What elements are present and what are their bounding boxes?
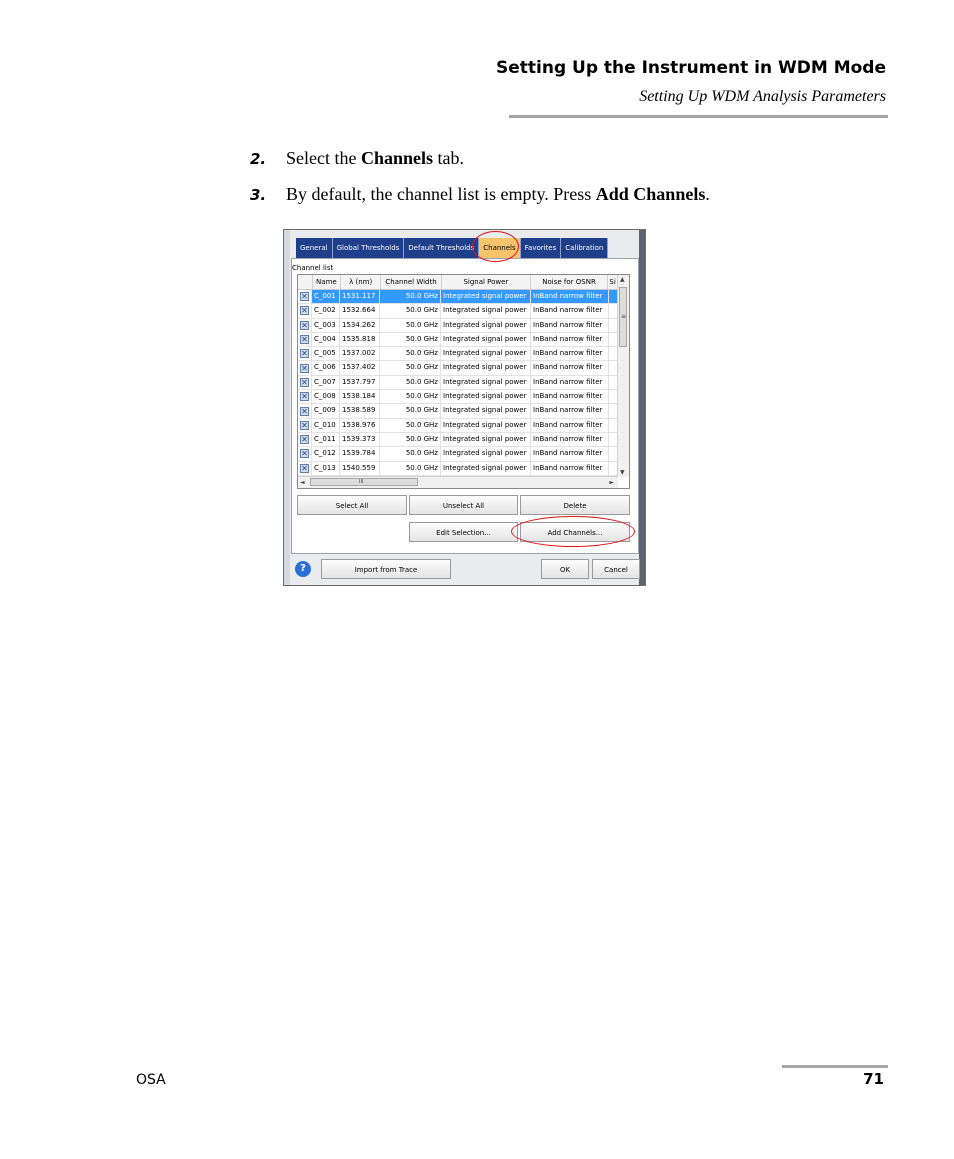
column-header-name[interactable]: Name (313, 275, 341, 289)
cell-wavelength: 1538.976 (340, 419, 380, 432)
close-icon[interactable]: ✕ (301, 435, 308, 445)
header-subtitle: Setting Up WDM Analysis Parameters (639, 88, 886, 105)
cell-signal-power: Integrated signal power (441, 304, 531, 317)
scroll-right-icon[interactable]: ► (609, 479, 614, 486)
table-row[interactable] (298, 376, 618, 390)
close-icon[interactable]: ✕ (301, 320, 308, 330)
cell-channel-width: 50.0 GHz (380, 447, 441, 460)
delete-row-cell[interactable] (298, 447, 312, 460)
cell-channel-width: 50.0 GHz (380, 419, 441, 432)
tab-bar (296, 238, 608, 258)
table-body (298, 290, 618, 476)
help-icon[interactable]: ? (295, 561, 311, 577)
scroll-down-icon[interactable]: ▼ (620, 469, 625, 476)
cell-noise-osnr: InBand narrow filter (531, 376, 609, 389)
cell-name: C_002 (312, 304, 340, 317)
import-from-trace-button[interactable]: Import from Trace (321, 559, 451, 579)
cell-wavelength: 1538.589 (340, 404, 380, 417)
footer-product: OSA (136, 1072, 166, 1088)
column-header[interactable] (298, 275, 313, 289)
close-icon[interactable]: ✕ (301, 335, 308, 345)
cell-signal-power: Integrated signal power (441, 290, 531, 303)
close-icon[interactable]: ✕ (301, 463, 308, 473)
tab-calibration[interactable]: Calibration (561, 238, 608, 258)
cell-noise-osnr: InBand narrow filter (531, 447, 609, 460)
cell-name: C_012 (312, 447, 340, 460)
cell-noise-osnr: InBand narrow filter (531, 404, 609, 417)
cell-signal-power: Integrated signal power (441, 376, 531, 389)
cell-name: C_007 (312, 376, 340, 389)
edit-selection-button[interactable]: Edit Selection... (409, 522, 518, 542)
cell-name: C_011 (312, 433, 340, 446)
cell-signal-power: Integrated signal power (441, 390, 531, 403)
window-edge (639, 230, 645, 585)
grip-icon: ≡ (621, 313, 627, 320)
cell-noise-osnr: InBand narrow filter (531, 304, 609, 317)
cell-signal-power: Integrated signal power (441, 361, 531, 374)
cell-noise-osnr: InBand narrow filter (531, 419, 609, 432)
delete-row-cell[interactable] (298, 304, 312, 317)
scroll-left-icon[interactable]: ◄ (300, 479, 305, 486)
cell-name: C_008 (312, 390, 340, 403)
table-row[interactable] (298, 462, 618, 476)
cell-name: C_006 (312, 361, 340, 374)
table-row[interactable] (298, 433, 618, 447)
cell-noise-osnr: InBand narrow filter (531, 347, 609, 360)
cell-signal-power: Integrated signal power (441, 433, 531, 446)
step-text: Select the Channels tab. (286, 148, 465, 168)
cell-wavelength: 1537.002 (340, 347, 380, 360)
ok-button[interactable]: OK (541, 559, 589, 579)
cell-noise-osnr: InBand narrow filter (531, 390, 609, 403)
column-header-signal-power[interactable]: Signal Power (442, 275, 531, 289)
close-icon[interactable]: ✕ (301, 392, 308, 402)
delete-row-cell[interactable] (298, 419, 312, 432)
delete-row-cell[interactable] (298, 376, 312, 389)
table-row[interactable] (298, 390, 618, 404)
tab-global-thresholds[interactable]: Global Thresholds (333, 238, 405, 258)
header-title: Setting Up the Instrument in WDM Mode (495, 58, 886, 78)
cell-name: C_010 (312, 419, 340, 432)
channel-list-label: Channel list (292, 264, 334, 272)
table-row[interactable] (298, 361, 618, 375)
tab-default-thresholds[interactable]: Default Thresholds (404, 238, 479, 258)
channel-table (297, 274, 630, 489)
cell-signal-power: Integrated signal power (441, 419, 531, 432)
cell-wavelength: 1539.373 (340, 433, 380, 446)
column-header-si[interactable]: Si (608, 275, 618, 289)
cell-noise-osnr: InBand narrow filter (531, 319, 609, 332)
grip-icon: III (359, 479, 364, 485)
close-icon[interactable]: ✕ (301, 363, 308, 373)
cell-signal-power: Integrated signal power (441, 404, 531, 417)
table-row[interactable] (298, 290, 618, 304)
close-icon[interactable]: ✕ (301, 377, 308, 387)
cell-noise-osnr: InBand narrow filter (531, 462, 609, 475)
close-icon[interactable]: ✕ (301, 306, 308, 316)
select-all-button[interactable]: Select All (297, 495, 407, 515)
cell-channel-width: 50.0 GHz (380, 390, 441, 403)
step-number: 2. (250, 150, 267, 168)
close-icon[interactable]: ✕ (301, 292, 308, 302)
cell-noise-osnr: InBand narrow filter (531, 433, 609, 446)
scroll-thumb[interactable] (619, 287, 627, 347)
cell-name: C_009 (312, 404, 340, 417)
cell-channel-width: 50.0 GHz (380, 404, 441, 417)
cell-wavelength: 1538.184 (340, 390, 380, 403)
cell-name: C_001 (312, 290, 340, 303)
step-number: 3. (250, 186, 267, 204)
close-icon[interactable]: ✕ (301, 420, 308, 430)
cell-name: C_005 (312, 347, 340, 360)
cell-wavelength: 1531.117 (340, 290, 380, 303)
column-header-wavelength[interactable]: λ (nm) (341, 275, 381, 289)
tab-general[interactable]: General (296, 238, 333, 258)
table-row[interactable] (298, 419, 618, 433)
cell-channel-width: 50.0 GHz (380, 376, 441, 389)
cell-wavelength: 1537.797 (340, 376, 380, 389)
table-row[interactable] (298, 333, 618, 347)
cell-noise-osnr: InBand narrow filter (531, 290, 609, 303)
scroll-up-icon[interactable]: ▲ (620, 276, 625, 283)
page-number: 71 (863, 1070, 884, 1088)
cell-name: C_013 (312, 462, 340, 475)
table-header (298, 275, 618, 290)
delete-row-cell[interactable] (298, 433, 312, 446)
delete-button[interactable]: Delete (520, 495, 630, 515)
column-header-channel-width[interactable]: Channel Width (381, 275, 442, 289)
table-row[interactable] (298, 304, 618, 318)
table-row[interactable] (298, 447, 618, 461)
table-row[interactable] (298, 347, 618, 361)
close-icon[interactable]: ✕ (301, 449, 308, 459)
cell-wavelength: 1540.559 (340, 462, 380, 475)
close-icon[interactable]: ✕ (301, 349, 308, 359)
cell-signal-power: Integrated signal power (441, 447, 531, 460)
cell-channel-width: 50.0 GHz (380, 319, 441, 332)
delete-row-cell[interactable] (298, 361, 312, 374)
cell-name: C_003 (312, 319, 340, 332)
footer-rule (782, 1065, 888, 1068)
header-rule (509, 115, 888, 118)
column-header-noise-osnr[interactable]: Noise for OSNR (531, 275, 608, 289)
vertical-scrollbar[interactable] (617, 275, 629, 477)
delete-row-cell[interactable] (298, 404, 312, 417)
cell-channel-width: 50.0 GHz (380, 333, 441, 346)
cell-wavelength: 1535.818 (340, 333, 380, 346)
cell-channel-width: 50.0 GHz (380, 347, 441, 360)
cell-signal-power: Integrated signal power (441, 462, 531, 475)
cell-name: C_004 (312, 333, 340, 346)
cell-channel-width: 50.0 GHz (380, 304, 441, 317)
delete-row-cell[interactable] (298, 319, 312, 332)
cell-channel-width: 50.0 GHz (380, 290, 441, 303)
tab-channels[interactable]: Channels (479, 238, 520, 258)
cell-wavelength: 1537.402 (340, 361, 380, 374)
tab-favorites[interactable]: Favorites (521, 238, 562, 258)
table-row[interactable] (298, 404, 618, 418)
add-channels-button[interactable]: Add Channels... (520, 522, 630, 542)
cancel-button[interactable]: Cancel (592, 559, 640, 579)
cell-wavelength: 1534.262 (340, 319, 380, 332)
close-icon[interactable]: ✕ (301, 406, 308, 416)
unselect-all-button[interactable]: Unselect All (409, 495, 518, 515)
dialog-screenshot (283, 229, 646, 586)
cell-signal-power: Integrated signal power (441, 319, 531, 332)
cell-channel-width: 50.0 GHz (380, 361, 441, 374)
window-edge (284, 230, 290, 585)
cell-signal-power: Integrated signal power (441, 347, 531, 360)
cell-wavelength: 1539.784 (340, 447, 380, 460)
delete-row-cell[interactable] (298, 290, 312, 303)
cell-signal-power: Integrated signal power (441, 333, 531, 346)
delete-row-cell[interactable] (298, 333, 312, 346)
cell-noise-osnr: InBand narrow filter (531, 361, 609, 374)
table-row[interactable] (298, 319, 618, 333)
cell-channel-width: 50.0 GHz (380, 433, 441, 446)
cell-noise-osnr: InBand narrow filter (531, 333, 609, 346)
delete-row-cell[interactable] (298, 462, 312, 475)
scroll-thumb[interactable] (310, 478, 418, 486)
delete-row-cell[interactable] (298, 347, 312, 360)
cell-channel-width: 50.0 GHz (380, 462, 441, 475)
step-text: By default, the channel list is empty. Press Add Channels. (286, 184, 710, 204)
delete-row-cell[interactable] (298, 390, 312, 403)
cell-wavelength: 1532.664 (340, 304, 380, 317)
horizontal-scrollbar[interactable] (298, 476, 618, 488)
